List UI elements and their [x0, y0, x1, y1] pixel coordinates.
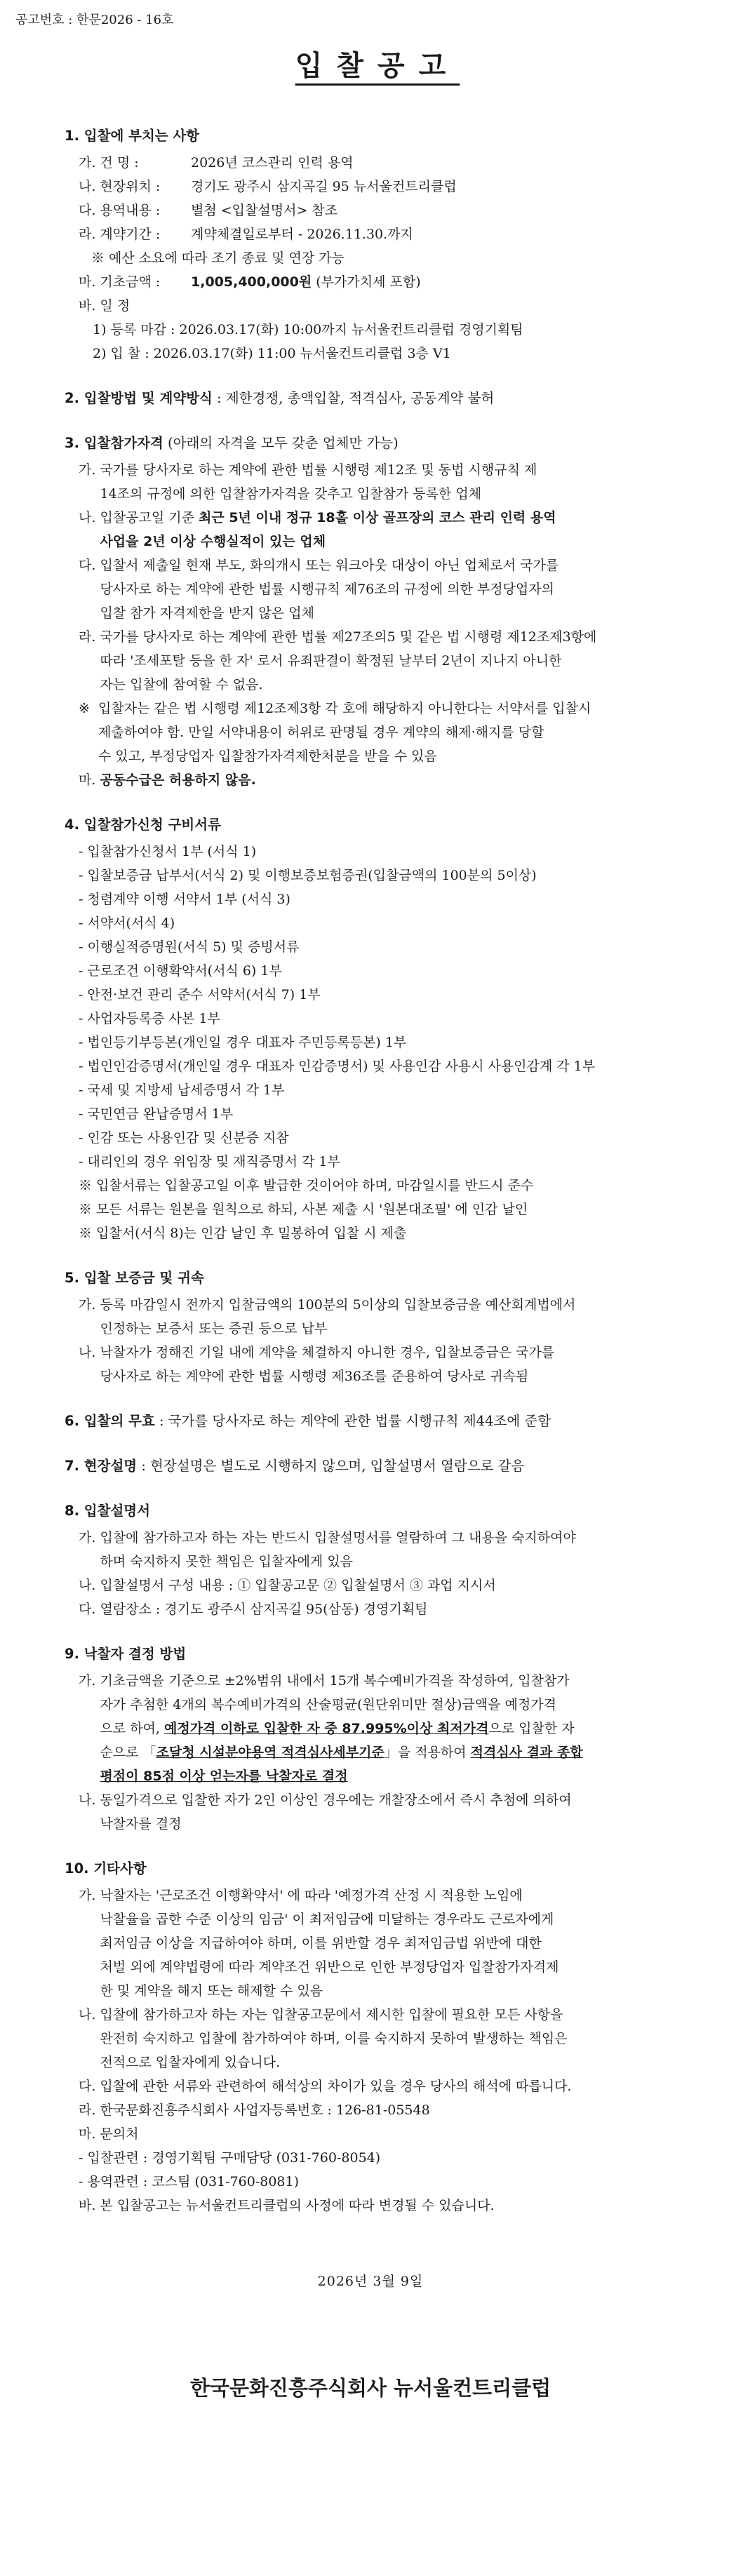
list-item: - 인감 또는 사용인감 및 신분증 지참 [79, 1130, 289, 1146]
notice-body [65, 124, 676, 2400]
list-item: - 사업자등록증 사본 1부 [79, 1011, 220, 1026]
section-title: 7. 현장설명 [65, 1458, 138, 1474]
misc-item: 바. 본 입찰공고는 뉴서울컨트리클럽의 사정에 따라 변경될 수 있습니다. [79, 2198, 495, 2213]
deposit-item: 가. 등록 마감일시 전까지 입찰금액의 100분의 5이상의 입찰보증금을 예산회계법에서 인정하는 보증서 또는 증권 등으로 납부 [79, 1297, 576, 1336]
section-title: 5. 입찰 보증금 및 귀속 [65, 1270, 204, 1286]
item-base-amount: 마. 기초금액 : 1,005,400,000원 (부가가치세 포함) [79, 274, 421, 290]
section-title: 1. 입찰에 부치는 사항 [65, 128, 200, 144]
item-period: 라. 계약기간 : 계약체결일로부터 - 2026.11.30.까지 [79, 227, 413, 242]
section-title: 10. 기타사항 [65, 1860, 147, 1877]
qual-item: 가. 국가를 당사자로 하는 계약에 관한 법률 시행령 제12조 및 동법 시행규칙 제 14조의 규정에 의한 입찰참가자격을 갖추고 입찰참가 등록한 업체 [79, 462, 537, 502]
list-item: - 근로조건 이행확약서(서식 6) 1부 [79, 963, 282, 979]
misc-item: 라. 한국문화진흥주식회사 사업자등록번호 : 126-81-05548 [79, 2102, 430, 2118]
section-bid-items [65, 124, 676, 365]
item-location: 나. 현장위치 : 경기도 광주시 삼지곡길 95 뉴서울컨트리클럽 [79, 179, 457, 194]
misc-item: 마. 문의처 [79, 2126, 139, 2142]
misc-item: 다. 입찰에 관한 서류와 관련하여 해석상의 차이가 있을 경우 당사의 해석에 따릅니다. [79, 2079, 572, 2094]
description-item: 나. 입찰설명서 구성 내용 : ① 입찰공고문 ② 입찰설명서 ③ 과업 지시서 [79, 1578, 496, 1593]
notice-number: 공고번호 : 한문2026 - 16호 [15, 13, 174, 27]
list-item: - 서약서(서식 4) [79, 915, 175, 931]
section-site-briefing: 7. 현장설명 : 현장설명은 별도로 시행하지 않으며, 입찰설명서 열람으로 갈음 [65, 1458, 525, 1474]
list-item: - 법인등기부등본(개인일 경우 대표자 주민등록등본) 1부 [79, 1035, 407, 1050]
contact-line: - 입찰관련 : 경영기획팀 구매담당 (031-760-8054) [79, 2150, 381, 2166]
description-item: 가. 입찰에 참가하고자 하는 자는 반드시 입찰설명서를 열람하여 그 내용을 숙지하여야 하며 숙지하지 못한 책임은 입찰자에게 있음 [79, 1530, 576, 1569]
list-item: - 이행실적증명원(서식 5) 및 증빙서류 [79, 939, 300, 955]
schedule-bid: 2) 입 찰 : 2026.03.17(화) 11:00 뉴서울컨트리클럽 3층 V1 [93, 346, 451, 361]
qual-note: ※ 입찰자는 같은 법 시행령 제12조제3항 각 호에 해당하지 아니한다는 서약서를 입찰시 제출하여야 함. 만일 서약내용이 허위로 판명될 경우 계약의 해제·해지를 당할 수 있고, 부정당업자 입찰참가자격제한처분을 받을 수 있음 [79, 701, 591, 764]
section-bid-method: 2. 입찰방법 및 계약방식 : 제한경쟁, 총액입찰, 적격심사, 공동계약 불허 [65, 390, 495, 406]
item-schedule: 바. 일 정 [79, 298, 131, 314]
notice-date: 2026년 3월 9일 [317, 2274, 424, 2289]
section-title: 4. 입찰참가신청 구비서류 [65, 817, 221, 833]
section-invalid-bid: 6. 입찰의 무효 : 국가를 당사자로 하는 계약에 관한 법률 시행규칙 제44조에 준함 [65, 1413, 551, 1429]
list-item: - 입찰참가신청서 1부 (서식 1) [79, 844, 257, 859]
contact-line: - 용역관련 : 코스팀 (031-760-8081) [79, 2174, 300, 2189]
section-miscellaneous [65, 1857, 676, 2218]
list-item: - 청렴계약 이행 서약서 1부 (서식 3) [79, 892, 290, 907]
section-bid-deposit [65, 1266, 676, 1388]
award-item: 가. 기초금액을 기준으로 ±2%범위 내에서 15개 복수예비가격을 작성하여, 입찰참가 자가 추첨한 4개의 복수예비가격의 산술평균(원단위미만 절상)금액을 예정가격 으로 하여, 예정가격 이하로 입찰한 자 중 87.995%이상 최저가격으로 입찰한 자 순으로 「조달청 시설분야용역 적격심사세부기준」을 적용하여 적격심사 결과 종합 평점이 85점 이상 얻는자를 낙찰자로 결정 [79, 1673, 583, 1784]
list-item: - 국민연금 완납증명서 1부 [79, 1106, 234, 1122]
qual-item: 다. 입찰서 제출일 현재 부도, 화의개시 또는 워크아웃 대상이 아닌 업체로서 국가를 당사자로 하는 계약에 관한 법률 시행규칙 제76조의 규정에 의한 부정당업자의 입찰 참가 자격제한을 받지 않은 업체 [79, 558, 559, 621]
qual-item: 마. 공동수급은 허용하지 않음. [79, 772, 256, 788]
item-period-note: ※ 예산 소요에 따라 조기 종료 및 연장 가능 [91, 250, 345, 266]
page-title: 입찰공고 [295, 50, 460, 82]
qual-item: 나. 입찰공고일 기준 최근 5년 이내 정규 18홀 이상 골프장의 코스 관리 인력 용역 사업을 2년 이상 수행실적이 있는 업체 [79, 510, 556, 549]
list-item: - 안전·보건 관리 준수 서약서(서식 7) 1부 [79, 987, 321, 1002]
issuing-organization: 한국문화진흥주식회사 뉴서울컨트리클럽 [189, 2376, 551, 2400]
section-title: 6. 입찰의 무효 [65, 1413, 155, 1429]
section-title: 3. 입찰참가자격 [65, 435, 163, 451]
section-bid-description [65, 1499, 676, 1621]
list-item: - 국세 및 지방세 납세증명서 각 1부 [79, 1082, 285, 1098]
list-item: - 대리인의 경우 위임장 및 재직증명서 각 1부 [79, 1154, 340, 1169]
section-title: 9. 낙찰자 결정 방법 [65, 1646, 187, 1662]
schedule-registration: 1) 등록 마감 : 2026.03.17(화) 10:00까지 뉴서울컨트리클럽 경영기획팀 [93, 322, 523, 337]
deposit-item: 나. 낙찰자가 정해진 기일 내에 계약을 체결하지 아니한 경우, 입찰보증금은 국가를 당사자로 하는 계약에 관한 법률 시행령 제36조를 준용하여 당사로 귀속됨 [79, 1345, 555, 1384]
list-item: ※ 모든 서류는 원본을 원칙으로 하되, 사본 제출 시 '원본대조필' 에 인감 날인 [79, 1202, 528, 1217]
section-award-method [65, 1642, 676, 1836]
list-item: ※ 입찰서(서식 8)는 인감 날인 후 밀봉하여 입찰 시 제출 [79, 1226, 407, 1241]
item-service: 다. 용역내용 : 별첨 <입찰설명서> 참조 [79, 203, 338, 218]
qual-item: 라. 국가를 당사자로 하는 계약에 관한 법률 제27조의5 및 같은 법 시행령 제12조제3항에 따라 '조세포탈 등을 한 자' 로서 유죄판결이 확정된 날부터 2년이 지나지 아니한 자는 입찰에 참여할 수 없음. [79, 629, 597, 692]
description-item: 다. 열람장소 : 경기도 광주시 삼지곡길 95(삼동) 경영기획팀 [79, 1602, 428, 1617]
misc-item: 나. 입찰에 참가하고자 하는 자는 입찰공고문에서 제시한 입찰에 필요한 모든 사항을 완전히 숙지하고 입찰에 참가하여야 하며, 이를 숙지하지 못하여 발생하는 책임은 전적으로 입찰자에게 있습니다. [79, 2007, 568, 2070]
list-item: ※ 입찰서류는 입찰공고일 이후 발급한 것이어야 하며, 마감일시를 반드시 준수 [79, 1178, 534, 1193]
misc-item: 가. 낙찰자는 '근로조건 이행확약서' 에 따라 '예정가격 산정 시 적용한 노임에 낙찰율을 곱한 수준 이상의 임금' 이 최저임금에 미달하는 경우라도 근로자에게 최저임금 이상을 지급하여야 하며, 이를 위반할 경우 최저임금법 위반에 대한 처벌 외에 계약법령에 따라 계약조건 위반으로 인한 부정당업자 입찰참가자격제 한 및 계약을 해지 또는 해제할 수 있음 [79, 1888, 559, 1999]
section-qualification: 3. 입찰참가자격 (아래의 자격을 모두 갖춘 업체만 가능) 가. 국가를 당사자로 하는 계약에 관한 법률 시행령 제12조 및 동법 시행규칙 제 14조의 규정에 의한 입찰참가자격을 갖추고 입찰참가 등록한 업체 나. 입찰공고일 기준 최근 5년 이내 정규 18홀 이상 골프장의 코스 관리 인력 용역 사업을 2년 이상 수행실적이 있는 업체 다. 입찰서 제출일 현재 부도, 화의개시 또는 워크아웃 대상이 아닌 업체로서 국가를 당사자로 하는 계약에 관한 법률 시행규칙 제76조의 규정에 의한 부정당업자의 입찰 참가 자격제한을 받지 않은 업체 라. 국가를 당사자로 하는 계약에 관한 법률 제27조의5 및 같은 법 시행령 제12조제3항에 따라 '조세포탈 등을 한 자' 로서 유죄판결이 확정된 날부터 2년이 지나지 아니한 자는 입찰에 참여할 수 없음. ※ 입찰자는 같은 법 시행령 제12조제3항 각 호에 해당하지 아니한다는 서약서를 입찰시 제출하여야 함. 만일 서약내용이 허위로 판명될 경우 계약의 해제·해지를 당할 수 있고, 부정당업자 입찰참가자격제한처분을 받을 수 있음 마. 공동수급은 허용하지 않음. [65, 431, 676, 792]
section-title: 8. 입찰설명서 [65, 1503, 150, 1519]
section-required-documents [65, 813, 676, 1245]
list-item: - 법인인감증명서(개인일 경우 대표자 인감증명서) 및 사용인감 사용시 사용인감계 각 1부 [79, 1059, 596, 1074]
document-list [65, 840, 676, 1245]
award-item: 나. 동일가격으로 입찰한 자가 2인 이상인 경우에는 개찰장소에서 즉시 추첨에 의하여 낙찰자를 결정 [79, 1792, 572, 1832]
item-name: 가. 건 명 : 2026년 코스관리 인력 용역 [79, 155, 354, 170]
list-item: - 입찰보증금 납부서(서식 2) 및 이행보증보험증권(입찰금액의 100분의 5이상) [79, 868, 537, 883]
section-title: 2. 입찰방법 및 계약방식 [65, 390, 213, 406]
